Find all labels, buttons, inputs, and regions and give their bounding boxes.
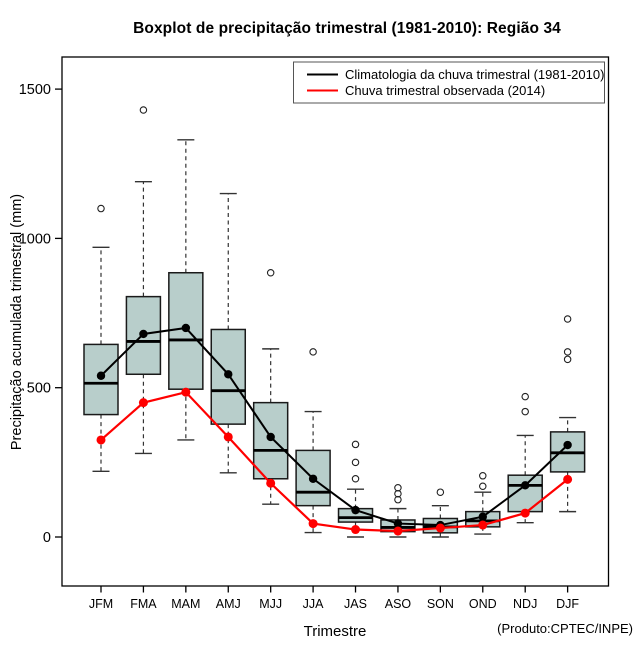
outlier-circle: [98, 205, 104, 211]
observed-point: [478, 521, 487, 530]
x-tick-label: JFM: [88, 597, 114, 611]
climatology-point: [394, 519, 402, 527]
outlier-circle: [352, 441, 358, 447]
climatology-point: [563, 441, 571, 449]
outlier-circle: [267, 270, 273, 276]
climatology-point: [224, 370, 232, 378]
observed-line: [101, 392, 568, 531]
x-tick-label: MJJ: [259, 597, 283, 611]
x-tick-label: FMA: [130, 597, 157, 611]
observed-point: [97, 435, 106, 444]
outlier-circle: [564, 316, 570, 322]
x-tick-label: OND: [468, 597, 497, 611]
y-tick-label: 1500: [18, 82, 51, 99]
observed-point: [224, 432, 233, 441]
observed-point: [436, 524, 445, 533]
climatology-point: [309, 475, 317, 483]
y-axis-label: Precipitação acumulada trimestral (mm): [9, 193, 25, 451]
observed-point: [521, 509, 530, 518]
outlier-circle: [140, 107, 146, 113]
outlier-circle: [522, 408, 528, 414]
climatology-point: [97, 372, 105, 380]
legend-item-label: Climatologia da chuva trimestral (1981-2010): [345, 67, 605, 82]
outlier-circle: [522, 393, 528, 399]
climatology-point: [479, 512, 487, 520]
observed-point: [139, 398, 148, 407]
observed-point: [309, 519, 318, 528]
climatology-point: [266, 433, 274, 441]
y-tick-label: 0: [42, 530, 51, 546]
climatology-point: [182, 324, 190, 332]
climatology-point: [351, 506, 359, 514]
y-tick-label: 1000: [18, 231, 51, 248]
climatology-point: [139, 330, 147, 338]
outlier-circle: [352, 459, 358, 465]
chart-title: Boxplot de precipitação trimestral (1981-2010): Região 34: [133, 20, 561, 37]
outlier-circle: [352, 476, 358, 482]
x-tick-label: AMJ: [215, 597, 241, 611]
outlier-circle: [480, 473, 486, 479]
outlier-circle: [564, 349, 570, 355]
outlier-circle: [437, 489, 443, 495]
outlier-circle: [310, 349, 316, 355]
observed-point: [181, 388, 190, 397]
outlier-circle: [564, 356, 570, 362]
y-tick-label: 500: [26, 380, 51, 397]
climatology-point: [521, 481, 529, 489]
observed-point: [351, 525, 360, 534]
observed-point: [393, 527, 402, 536]
x-tick-label: DJF: [556, 597, 580, 611]
credit-text: (Produto:CPTEC/INPE): [497, 621, 633, 636]
x-tick-label: MAM: [171, 597, 201, 611]
x-tick-label: SON: [426, 597, 454, 611]
observed-point: [563, 475, 572, 484]
x-axis-label: Trimestre: [303, 623, 367, 640]
x-tick-label: JJA: [302, 597, 324, 611]
observed-point: [266, 479, 275, 488]
x-tick-label: ASO: [384, 597, 412, 611]
x-tick-label: NDJ: [513, 597, 538, 611]
legend-item-label: Chuva trimestral observada (2014): [345, 83, 546, 98]
x-tick-label: JAS: [344, 597, 367, 611]
outlier-circle: [480, 483, 486, 489]
